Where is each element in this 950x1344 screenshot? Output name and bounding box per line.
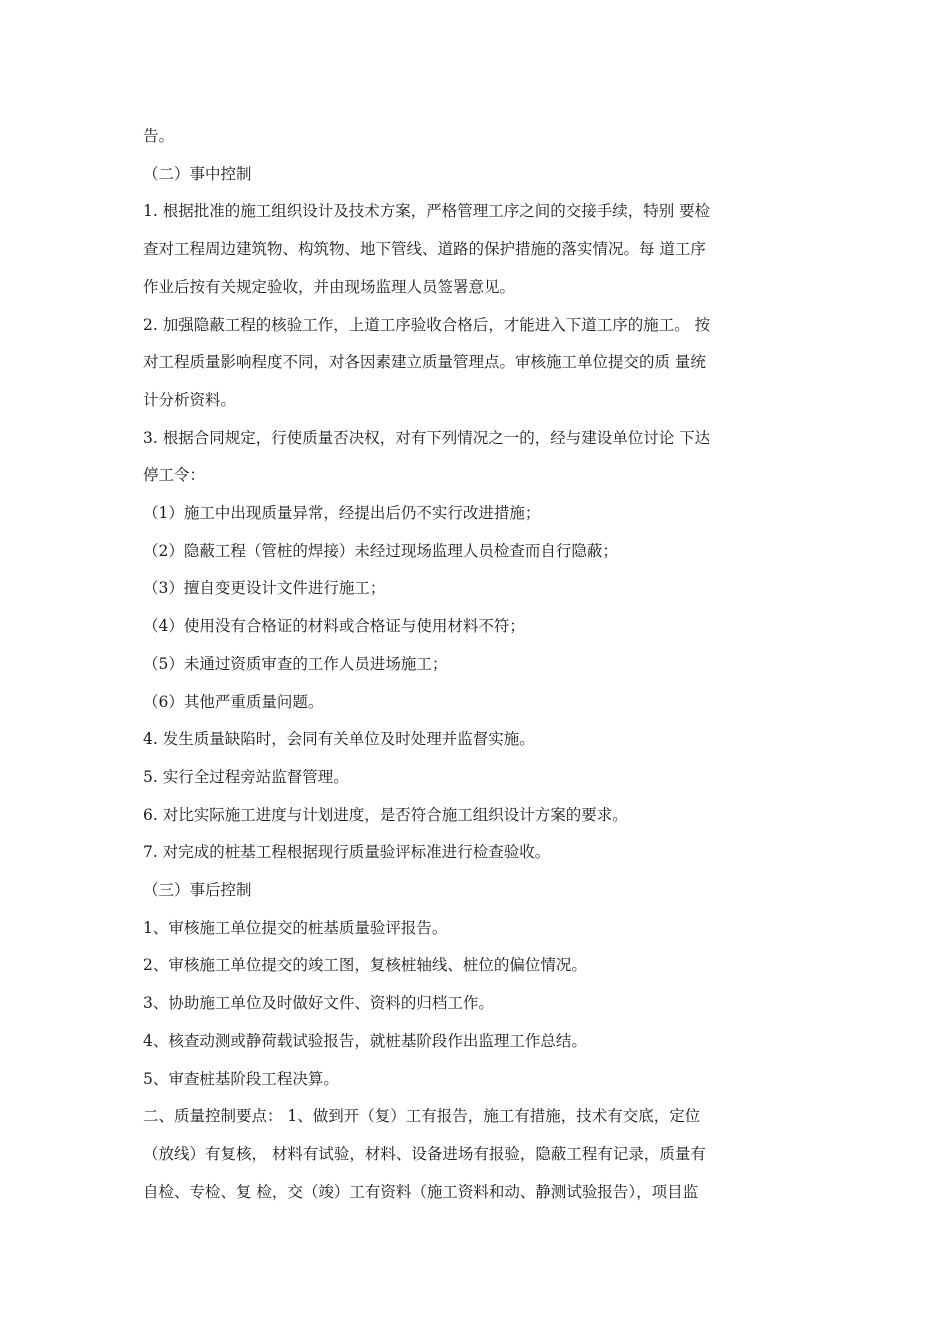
paragraph-line: 计分析资料。: [143, 390, 237, 409]
section-heading: （二）事中控制: [143, 164, 252, 183]
list-item: （6）其他严重质量问题。: [143, 692, 324, 711]
paragraph-line: （放线）有复核， 材料有试验，材料、设备进场有报验，隐蔽工程有记录，质量有: [143, 1144, 706, 1163]
paragraph-line: 5. 实行全过程旁站监督管理。: [143, 767, 349, 786]
list-item: 4、核查动测或静荷载试验报告，就桩基阶段作出监理工作总结。: [143, 1031, 587, 1050]
list-item: （5）未通过资质审查的工作人员进场施工；: [143, 654, 448, 673]
paragraph-line: 1. 根据批准的施工组织设计及技术方案，严格管理工序之间的交接手续，特别 要检: [143, 202, 711, 221]
list-item: （4）使用没有合格证的材料或合格证与使用材料不符；: [143, 617, 525, 636]
list-item: 5、审查桩基阶段工程决算。: [143, 1069, 339, 1088]
list-item: （3）擅自变更设计文件进行施工；: [143, 579, 386, 598]
paragraph-line: 告。: [143, 127, 175, 145]
list-item: （1）施工中出现质量异常，经提出后仍不实行改进措施；: [143, 504, 541, 523]
paragraph-line: 3. 根据合同规定，行使质量否决权，对有下列情况之一的，经与建设单位讨论 下达: [143, 428, 711, 447]
list-item: 2、审核施工单位提交的竣工图，复核桩轴线、桩位的偏位情况。: [143, 956, 587, 975]
paragraph-line: 7. 对完成的桩基工程根据现行质量验评标准进行检查验收。: [143, 843, 551, 862]
paragraph-line: 对工程质量影响程度不同，对各因素建立质量管理点。审核施工单位提交的质 量统: [143, 353, 706, 372]
list-item: （2）隐蔽工程（管桩的焊接）未经过现场监理人员检查而自行隐蔽；: [143, 541, 618, 560]
paragraph-line: 自检、专检、复 检，交（竣）工有资料（施工资料和动、静测试验报告），项目监: [143, 1182, 699, 1201]
document-body: [143, 118, 815, 1211]
paragraph-line: 6. 对比实际施工进度与计划进度，是否符合施工组织设计方案的要求。: [143, 805, 628, 824]
section-heading: （三）事后控制: [143, 881, 252, 900]
paragraph-line: 二、质量控制要点： 1、做到开（复）工有报告，施工有措施，技术有交底，定位: [143, 1107, 701, 1126]
paragraph-line: 停工令：: [143, 466, 206, 485]
paragraph-line: 作业后按有关规定验收，并由现场监理人员签署意见。: [143, 277, 516, 296]
paragraph-line: 查对工程周边建筑物、构筑物、地下管线、道路的保护措施的落实情况。每 道工序: [143, 240, 706, 259]
paragraph-line: 4. 发生质量缺陷时，会同有关单位及时处理并监督实施。: [143, 730, 535, 749]
paragraph-line: 2. 加强隐蔽工程的核验工作，上道工序验收合格后，才能进入下道工序的施工。 按: [143, 315, 711, 334]
list-item: 3、协助施工单位及时做好文件、资料的归档工作。: [143, 994, 494, 1013]
list-item: 1、审核施工单位提交的桩基质量验评报告。: [143, 918, 448, 937]
